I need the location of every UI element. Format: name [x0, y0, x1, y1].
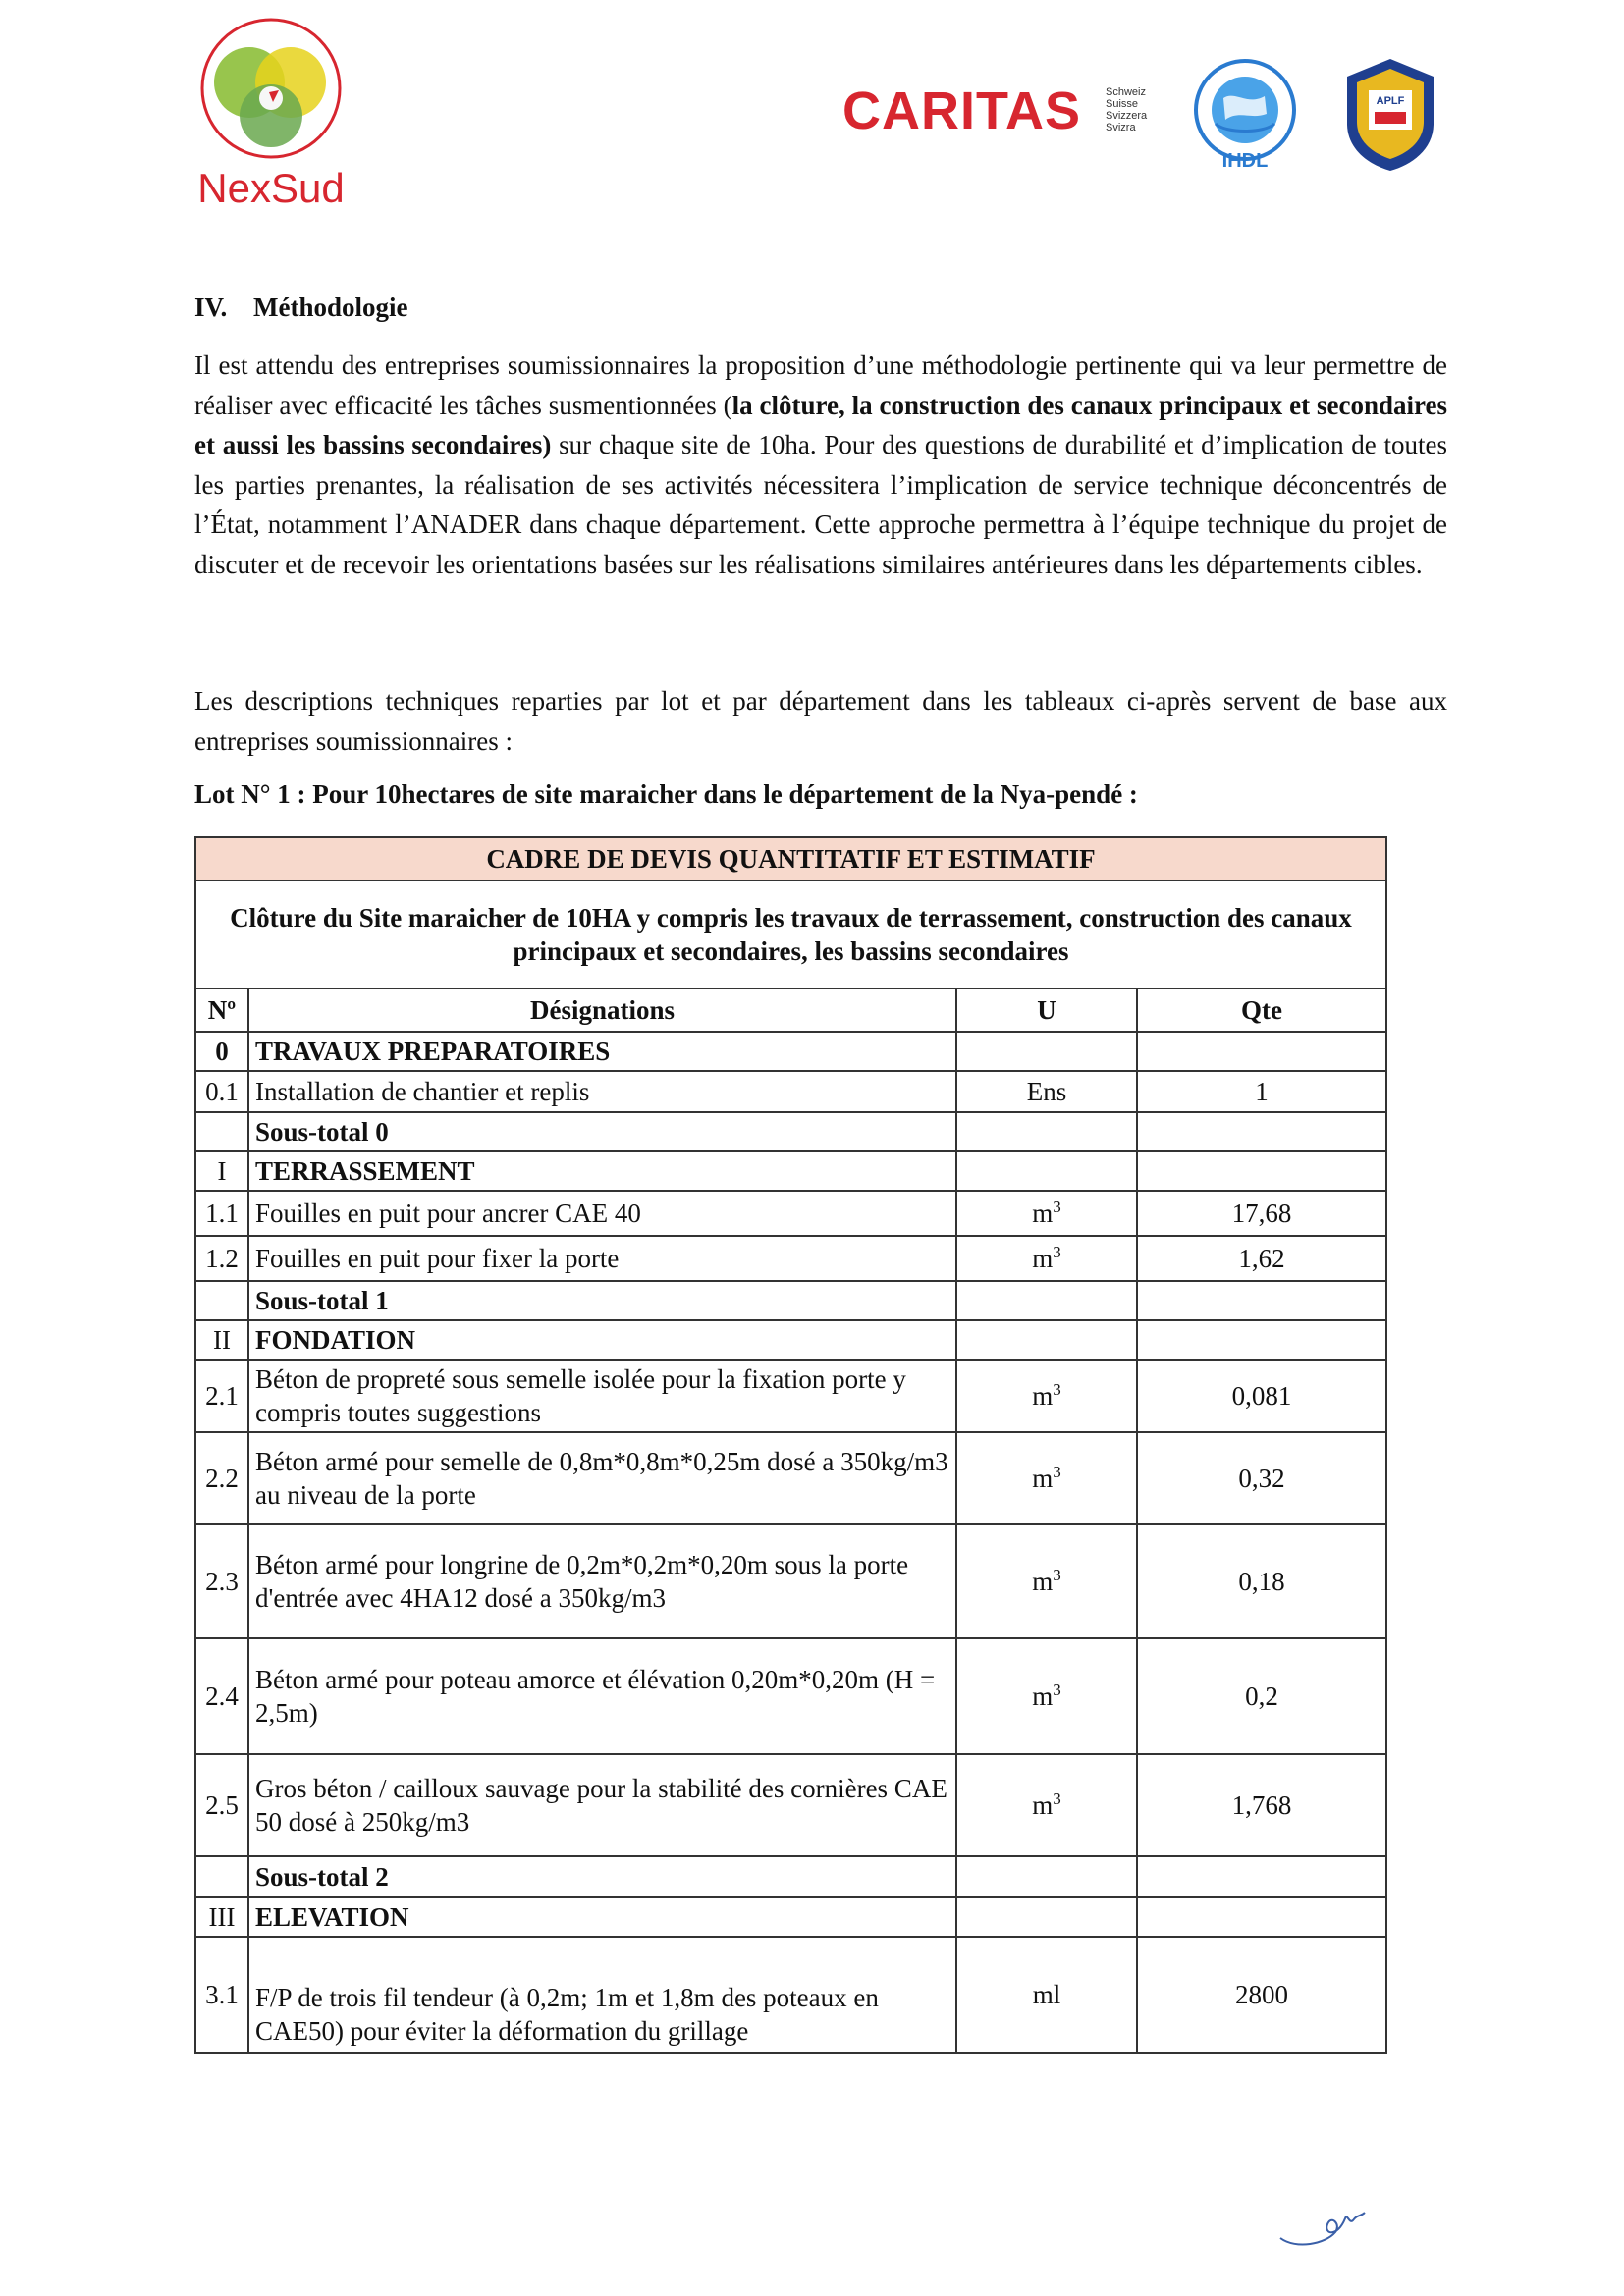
table-title-row: [195, 837, 1386, 881]
table-row: 2.4 Béton armé pour poteau amorce et élévation 0,20m*0,20m (H = 2,5m) $m^3$ 0,2: [195, 1638, 1386, 1754]
column-header-qty: Qte: [1137, 988, 1386, 1032]
caritas-logo: [842, 81, 1148, 140]
table-row: I TERRASSEMENT: [195, 1151, 1386, 1191]
table-row-subtotal: Sous-total 0: [195, 1112, 1386, 1151]
table-row: 3.1 F/P de trois fil tendeur (à 0,2m; 1m et 1,8m des poteaux en CAE50) pour éviter la déformation du grillage ml 2800: [195, 1937, 1386, 2053]
table-subtitle: Clôture du Site maraicher de 10HA y compris les travaux de terrassement, construction des canaux principaux et secondaires, les bassins secondaires: [195, 881, 1386, 988]
ihdl-logo: [1186, 55, 1304, 173]
technical-descriptions-paragraph: Les descriptions techniques reparties par lot et par département dans les tableaux ci-après servent de base aux entreprises soumissionnaires :: [194, 686, 1447, 756]
section-title: Méthodologie: [253, 293, 408, 322]
table-row: III ELEVATION: [195, 1897, 1386, 1937]
table-row: 2.3 Béton armé pour longrine de 0,2m*0,2m*0,20m sous la porte d'entrée avec 4HA12 dosé a 350kg/m3 $m^3$ 0,18: [195, 1524, 1386, 1638]
signature-mark: [1276, 2195, 1371, 2254]
caritas-wordmark: CARITAS: [842, 81, 1081, 140]
aplf-logo: [1335, 55, 1445, 173]
table-row: 0 TRAVAUX PREPARATOIRES: [195, 1032, 1386, 1071]
section-number: IV.: [194, 293, 228, 322]
table-header-row: [195, 988, 1386, 1032]
svg-text:IHDL: IHDL: [1221, 150, 1269, 172]
column-header-designation: Désignations: [248, 988, 956, 1032]
svg-text:NexSud: NexSud: [197, 165, 345, 210]
section-heading: [194, 293, 1447, 323]
table-title: CADRE DE DEVIS QUANTITATIF ET ESTIMATIF: [195, 837, 1386, 881]
table-row: 1.1 Fouilles en puit pour ancrer CAE 40 $m^3$ 17,68: [195, 1191, 1386, 1236]
table-row: 0.1 Installation de chantier et replis Ens 1: [195, 1071, 1386, 1112]
table-row: 2.2 Béton armé pour semelle de 0,8m*0,8m*0,25m dosé a 350kg/m3 au niveau de la porte $m^3$ 0,32: [195, 1432, 1386, 1524]
tasks-emphasis: la clôture, la construction des canaux principaux et secondaires et aussi les bassins secondaires): [194, 390, 1447, 459]
nexsud-logo: [192, 18, 350, 210]
table-row-subtotal: Sous-total 2: [195, 1856, 1386, 1897]
quantity-estimate-table: [194, 836, 1387, 2054]
svg-text:APLF: APLF: [1376, 95, 1405, 107]
table-row: 2.1 Béton de propreté sous semelle isolée pour la fixation porte y compris toutes suggestions $m^3$ 0,081: [195, 1360, 1386, 1432]
table-row: 1.2 Fouilles en puit pour fixer la porte $m^3$ 1,62: [195, 1236, 1386, 1281]
column-header-unit: U: [956, 988, 1137, 1032]
column-header-num: Nº: [195, 988, 248, 1032]
table-row: II FONDATION: [195, 1320, 1386, 1360]
table-row-subtotal: Sous-total 1: [195, 1281, 1386, 1320]
methodology-paragraph: Il est attendu des entreprises soumissionnaires la proposition d’une méthodologie pertinente qui va leur permettre de réaliser avec efficacité les tâches susmentionnées (la clôture, la construction des canaux principaux et secondaires et aussi les bassins secondaires) sur chaque site de 10ha. Pour des questions de durabilité et d’implication de toutes les parties prenantes, la réalisation de ses activités nécessitera l’implication de service technique déconcentrés de l’État, notamment l’ANADER dans chaque département. Cette approche permettra à l’équipe technique du projet de discuter et de recevoir les orientations basées sur les réalisations similaires antérieures dans les départements cibles.: [194, 350, 1448, 579]
table-subtitle-row: [195, 881, 1386, 988]
lot-heading: Lot N° 1 : Pour 10hectares de site maraicher dans le département de la Nya-pendé :: [194, 779, 1138, 809]
table-row: 2.5 Gros béton / cailloux sauvage pour la stabilité des cornières CAE 50 dosé à 250kg/m3 $m^3$ 1,768: [195, 1754, 1386, 1856]
caritas-subtitle: Schweiz Suisse Svizzera Svizra: [1106, 86, 1148, 133]
